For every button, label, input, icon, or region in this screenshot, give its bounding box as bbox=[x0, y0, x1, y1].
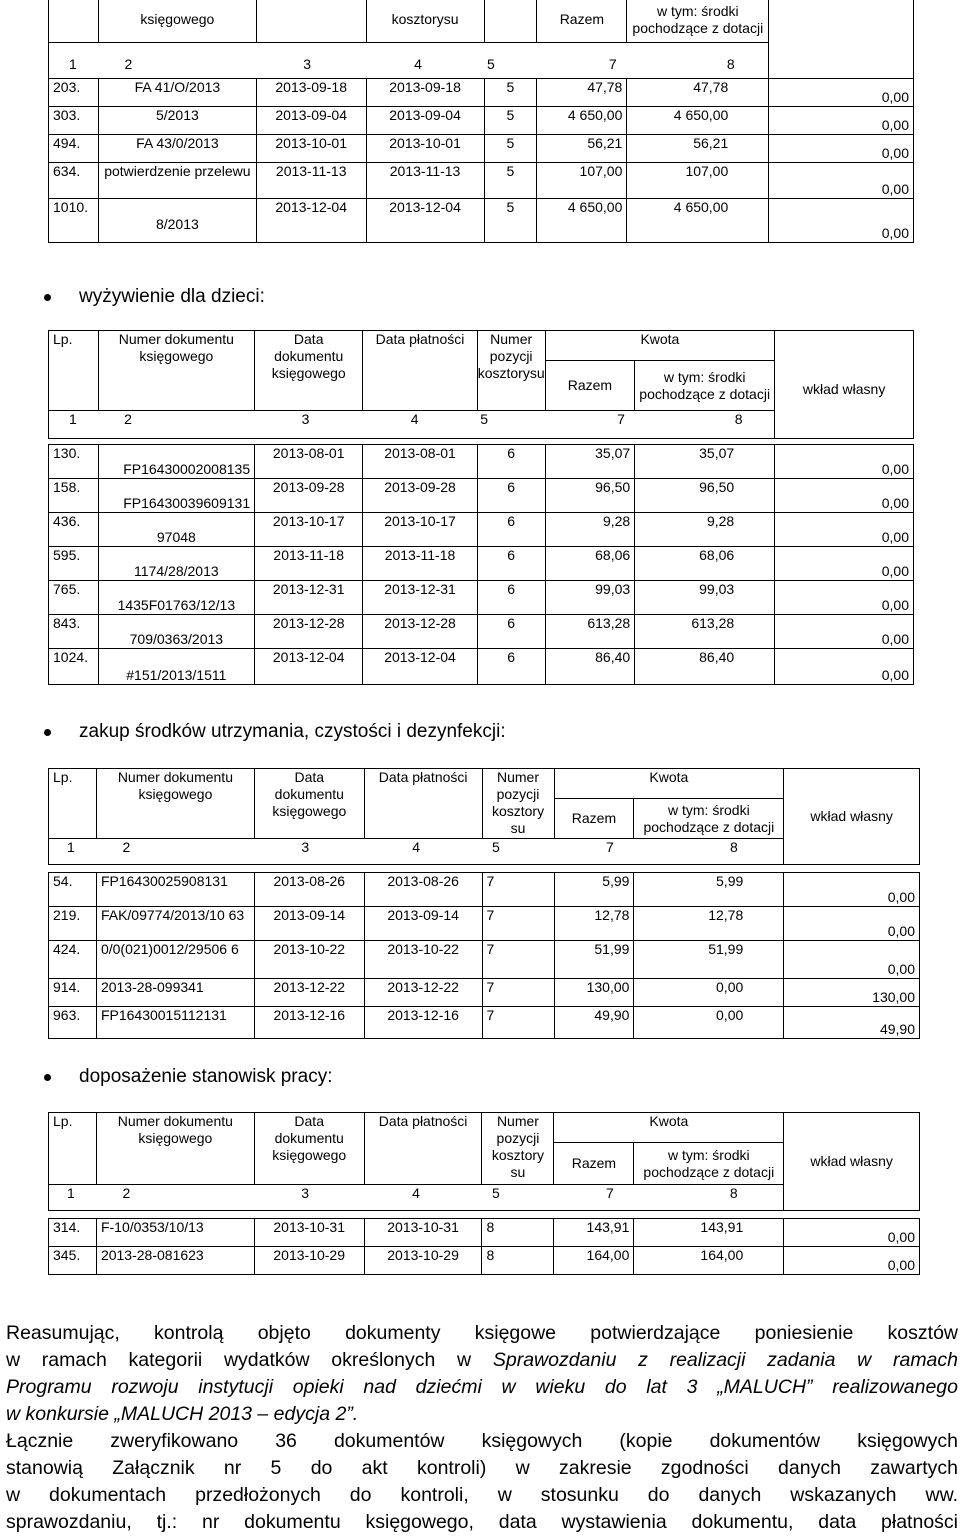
table-row: 963. FP16430015112131 2013-12-16 2013-12-16 7 49,90 0,00 49,90 bbox=[49, 1007, 920, 1039]
col-number: 5 bbox=[482, 839, 554, 865]
col-number: 3 bbox=[254, 1185, 364, 1211]
col-header-position: kosztorysu bbox=[366, 0, 484, 42]
col-header-dotacja: w tym: środki pochodzące z dotacji bbox=[627, 0, 769, 42]
table-row: 436. 97048 2013-10-17 2013-10-17 6 9,28 9,28 0,00 bbox=[49, 513, 914, 547]
col-number: 1 bbox=[49, 411, 99, 439]
col-header-razem: Razem bbox=[537, 0, 627, 42]
col-number: 7 bbox=[554, 1185, 634, 1211]
col-number: 2 bbox=[96, 839, 254, 865]
col-header-own: wkład własny bbox=[775, 331, 914, 439]
col-header-pay-date: Data płatności bbox=[364, 1113, 482, 1185]
col-header-doc-date: Data dokumentu księgowego bbox=[254, 769, 364, 839]
col-header-own: wkład własny bbox=[784, 1113, 920, 1211]
col-header-dotacja: w tym: środki pochodzące z dotacji bbox=[635, 361, 775, 411]
summary-paragraph-2: Łącznie zweryfikowano 36 dokumentów księgowych (kopie dokumentów księgowych stanowią Załącznik nr 5 do akt kontroli) w zakresie zgodności danych zawartych w dokumentach przedłożonych do kontroli, w stosunku do danych wskazanych ww. sprawozdaniu, tj.: nr dokumentu księgowego, data wystawienia dokumentu, data płatności bbox=[6, 1430, 958, 1533]
bullet-icon bbox=[44, 729, 51, 736]
table-row: 765. 1435F01763/12/13 2013-12-31 2013-12-31 6 99,03 99,03 0,00 bbox=[49, 581, 914, 615]
table-row: 914. 2013-28-099341 2013-12-22 2013-12-22 7 130,00 0,00 130,00 bbox=[49, 979, 920, 1007]
col-number: 7 bbox=[545, 411, 635, 439]
col-number: 1 bbox=[49, 56, 99, 78]
table-row: 54. FP16430025908131 2013-08-26 2013-08-26 7 5,99 5,99 0,00 bbox=[49, 873, 920, 907]
col-number: 1 bbox=[49, 1185, 97, 1211]
table-row: 634. potwierdzenie przelewu 2013-11-13 2013-11-13 5 107,00 107,00 0,00 bbox=[49, 162, 914, 198]
col-number: 4 bbox=[366, 56, 484, 78]
col-number: 5 bbox=[482, 1185, 554, 1211]
table-row: 158. FP16430039609131 2013-09-28 2013-09-28 6 96,50 96,50 0,00 bbox=[49, 479, 914, 513]
col-number: 3 bbox=[255, 411, 363, 439]
col-header-position: Numer pozycji kosztory su bbox=[482, 1113, 554, 1185]
col-header-lp: Lp. bbox=[49, 331, 99, 411]
col-header-pay-date: Data płatności bbox=[363, 331, 477, 411]
table-row: 843. 709/0363/2013 2013-12-28 2013-12-28 6 613,28 613,28 0,00 bbox=[49, 615, 914, 649]
table-row: 219. FAK/09774/2013/10 63 2013-09-14 2013-09-14 7 12,78 12,78 0,00 bbox=[49, 907, 920, 941]
table-section2 bbox=[48, 330, 914, 685]
table-row: 314. F-10/0353/10/13 2013-10-31 2013-10-31 8 143,91 143,91 0,00 bbox=[49, 1219, 920, 1247]
col-number: 5 bbox=[484, 56, 537, 78]
table-header-row bbox=[49, 1113, 920, 1143]
col-number: 7 bbox=[554, 839, 634, 865]
col-header-kwota: Kwota bbox=[545, 331, 775, 361]
col-number: 2 bbox=[96, 1185, 254, 1211]
col-number: 2 bbox=[98, 56, 256, 78]
col-number: 4 bbox=[364, 1185, 482, 1211]
table-row: 1010. 8/2013 2013-12-04 2013-12-04 5 4 650,00 4 650,00 0,00 bbox=[49, 198, 914, 242]
col-header-doc-number: Numer dokumentu księgowego bbox=[96, 1113, 254, 1185]
col-header-doc-number: Numer dokumentu księgowego bbox=[96, 769, 254, 839]
bullet-icon bbox=[44, 294, 51, 301]
col-number: 8 bbox=[634, 839, 784, 865]
table-header-row bbox=[49, 769, 920, 799]
table-row: 130. FP16430002008135 2013-08-01 2013-08-01 6 35,07 35,07 0,00 bbox=[49, 445, 914, 479]
col-number: 4 bbox=[364, 839, 482, 865]
table-section4 bbox=[48, 1112, 920, 1275]
column-numbers-row bbox=[49, 56, 914, 78]
col-header-dotacja: w tym: środki pochodzące z dotacji bbox=[634, 799, 784, 839]
table-section1 bbox=[48, 0, 914, 243]
col-header-kwota: Kwota bbox=[554, 1113, 784, 1143]
col-number: 2 bbox=[98, 411, 255, 439]
summary-paragraph-1: Reasumując, kontrolą objęto dokumenty księgowe potwierdzające poniesienie kosztów w ramach kategorii wydatków określonych w Sprawozdaniu z realizacji zadania w ramach Programu rozwoju instytucji opieki nad dziećmi w wieku do lat 3 „MALUCH” realizowanego w konkursie „MALUCH 2013 – edycja 2”. bbox=[6, 1322, 959, 1425]
col-header-pay-date: Data płatności bbox=[364, 769, 482, 839]
table-header-row bbox=[49, 331, 914, 361]
col-header-lp: Lp. bbox=[49, 1113, 97, 1185]
bullet-icon bbox=[44, 1074, 51, 1081]
table-row: 303. 5/2013 2013-09-04 2013-09-04 5 4 650,00 4 650,00 0,00 bbox=[49, 106, 914, 134]
col-header-doc-number: Numer dokumentu księgowego bbox=[98, 331, 255, 411]
table-row: 345. 2013-28-081623 2013-10-29 2013-10-29 8 164,00 164,00 0,00 bbox=[49, 1247, 920, 1275]
col-number: 3 bbox=[254, 839, 364, 865]
col-header-doc-date: Data dokumentu księgowego bbox=[254, 1113, 364, 1185]
col-number: 7 bbox=[537, 56, 627, 78]
col-number: 8 bbox=[635, 411, 775, 439]
col-header-doc-date: Data dokumentu księgowego bbox=[255, 331, 363, 411]
table-row: 595. 1174/28/2013 2013-11-18 2013-11-18 6 68,06 68,06 0,00 bbox=[49, 547, 914, 581]
table-section3 bbox=[48, 768, 920, 1039]
table-header-row bbox=[49, 0, 914, 42]
col-number: 5 bbox=[477, 411, 545, 439]
col-number: 8 bbox=[627, 56, 769, 78]
col-header-lp: Lp. bbox=[49, 769, 97, 839]
col-number: 3 bbox=[256, 56, 366, 78]
col-header-position: Numer pozycji kosztorysu bbox=[477, 331, 545, 411]
col-header-razem: Razem bbox=[554, 1143, 634, 1185]
col-number: 4 bbox=[363, 411, 477, 439]
col-number: 8 bbox=[634, 1185, 784, 1211]
col-header-razem: Razem bbox=[545, 361, 635, 411]
col-header-razem: Razem bbox=[554, 799, 634, 839]
col-number: 1 bbox=[49, 839, 97, 865]
col-header-own: wkład własny bbox=[784, 769, 920, 865]
table-row: 203. FA 41/O/2013 2013-09-18 2013-09-18 5 47,78 47,78 0,00 bbox=[49, 78, 914, 106]
table-row: 494. FA 43/0/2013 2013-10-01 2013-10-01 5 56,21 56,21 0,00 bbox=[49, 134, 914, 162]
col-header-doc-number: księgowego bbox=[98, 0, 256, 42]
col-header-dotacja: w tym: środki pochodzące z dotacji bbox=[634, 1143, 784, 1185]
table-row: 1024. #151/2013/1511 2013-12-04 2013-12-04 6 86,40 86,40 0,00 bbox=[49, 649, 914, 685]
col-header-kwota: Kwota bbox=[554, 769, 784, 799]
table-row: 424. 0/0(021)0012/29506 6 2013-10-22 2013-10-22 7 51,99 51,99 0,00 bbox=[49, 941, 920, 979]
col-header-position: Numer pozycji kosztory su bbox=[482, 769, 554, 839]
